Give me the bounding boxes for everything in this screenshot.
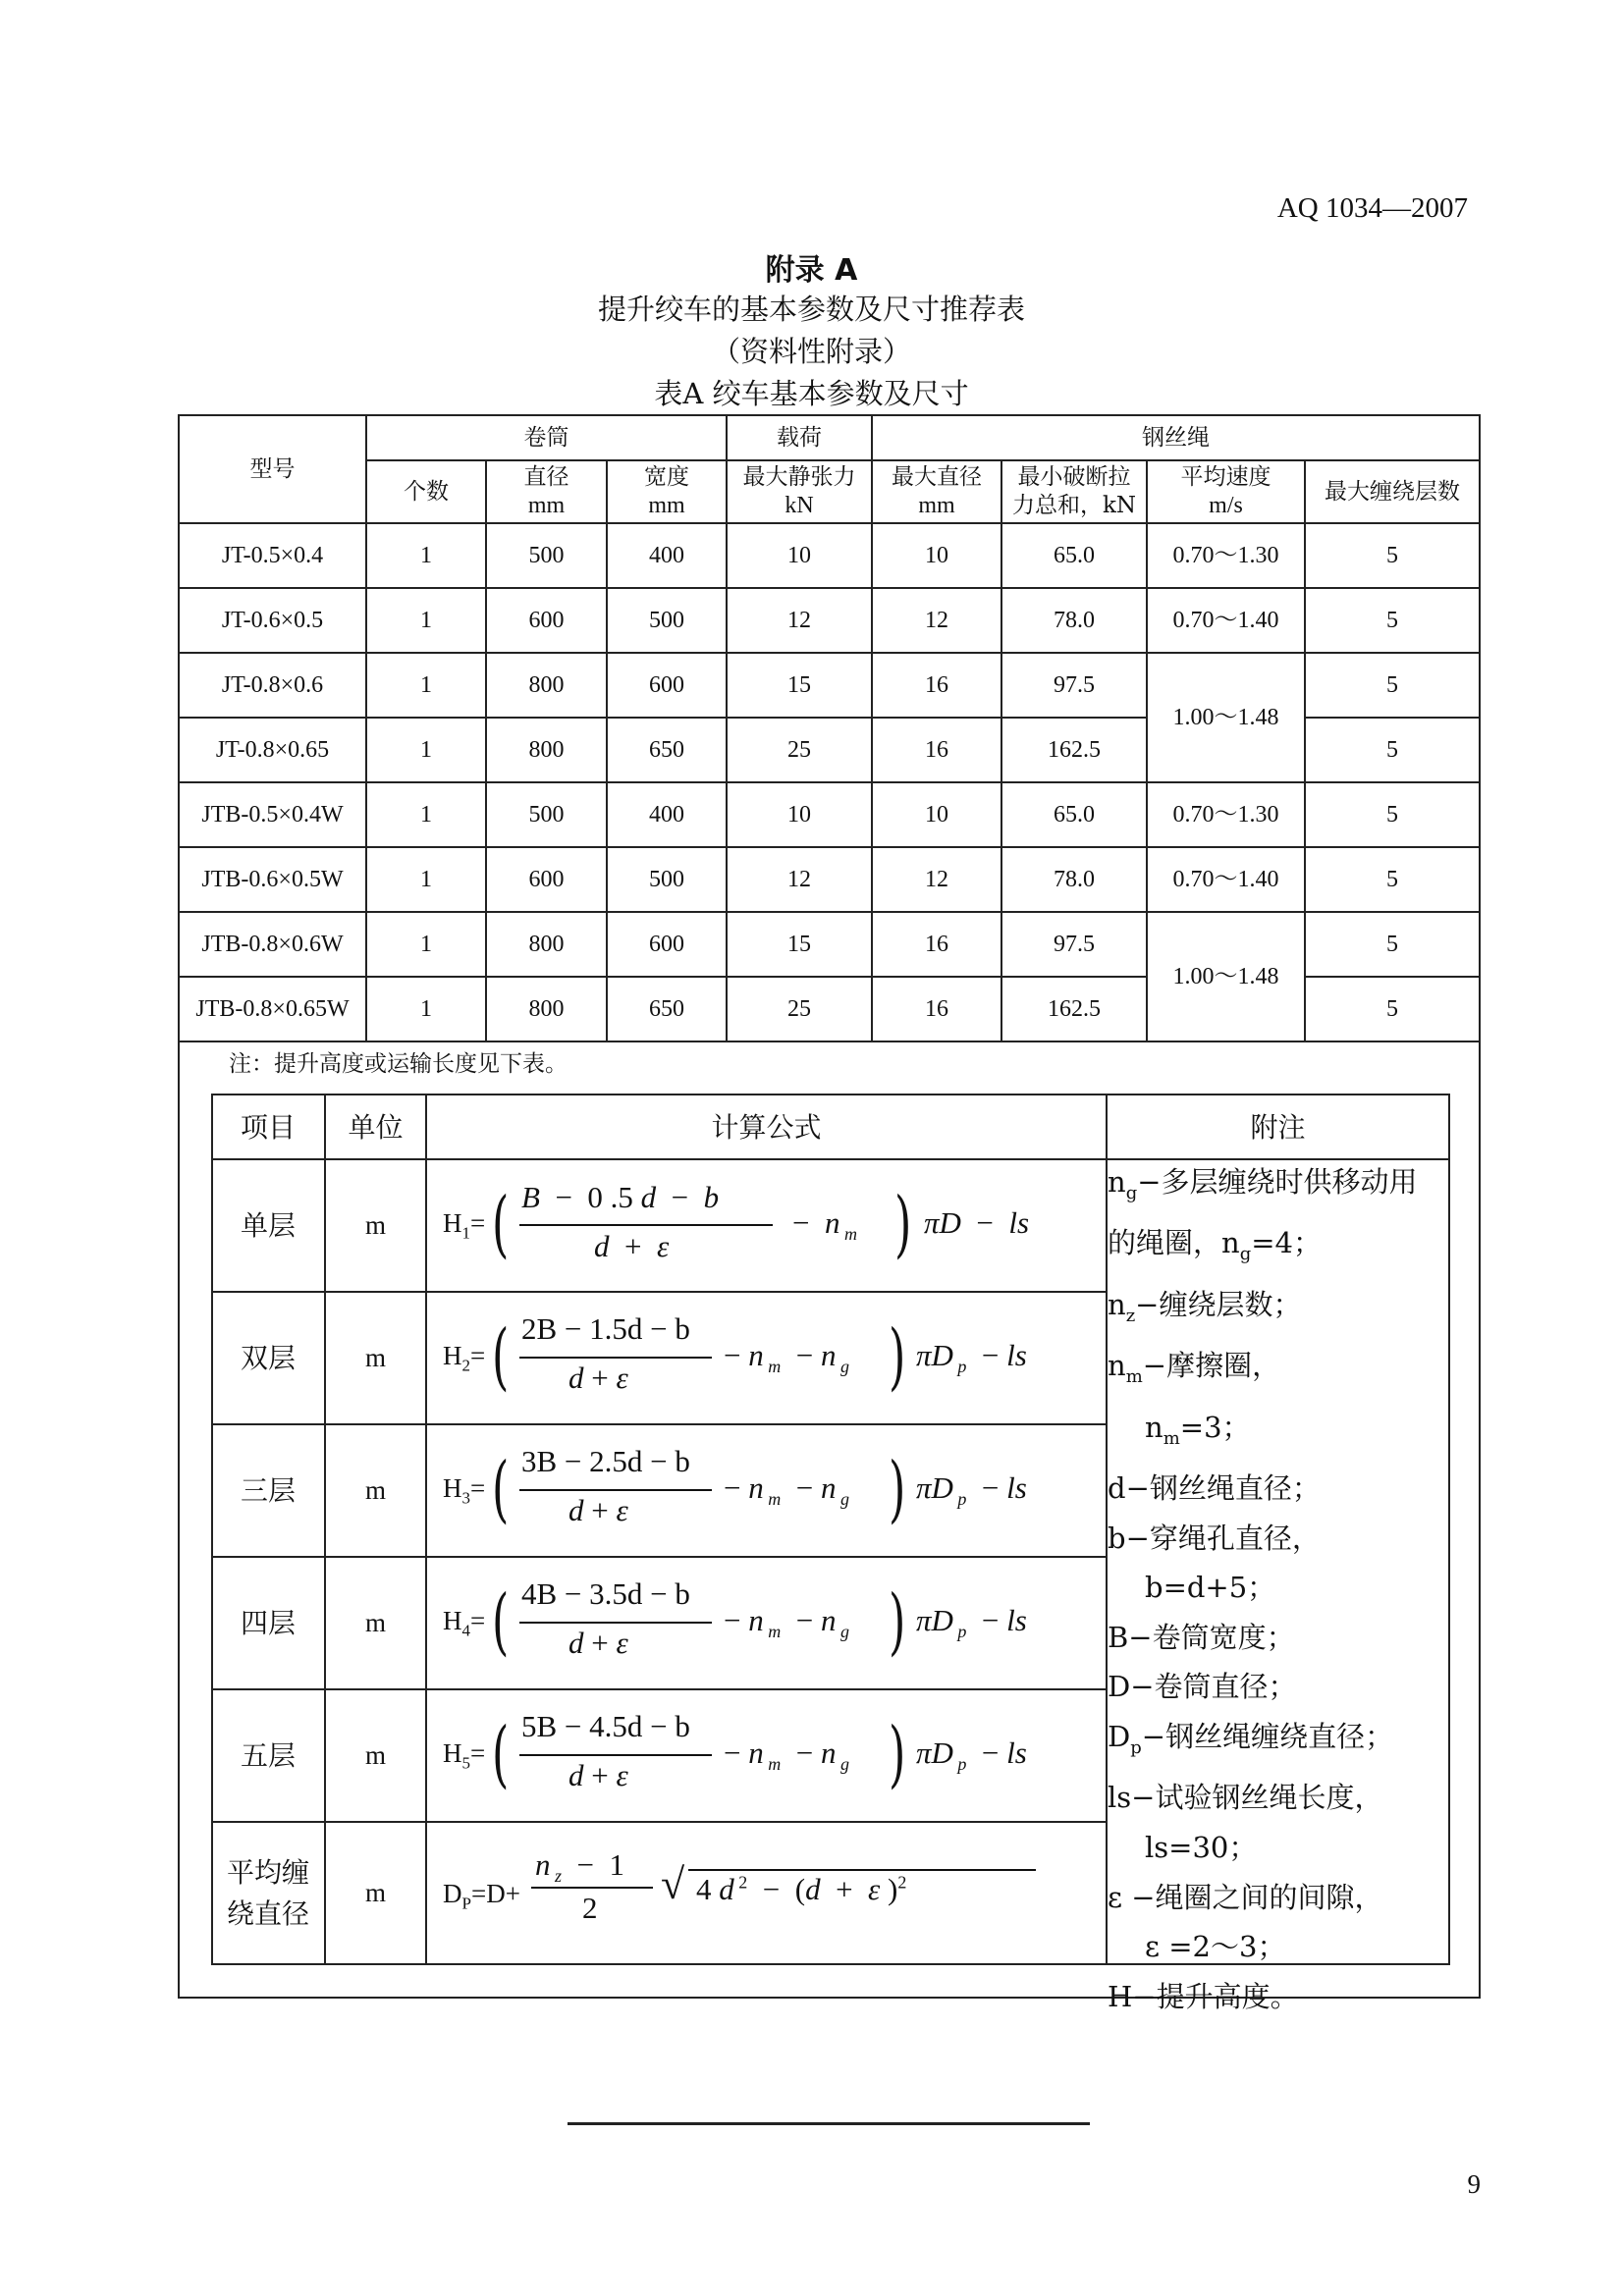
cell-diameter: 800 xyxy=(486,912,607,977)
cell-rope-diameter: 10 xyxy=(872,523,1001,588)
table-row xyxy=(179,782,1480,847)
cell-width: 400 xyxy=(607,523,727,588)
cell-model: JTB-0.5×0.4W xyxy=(179,782,366,847)
page-number: 9 xyxy=(1467,2169,1481,2199)
item-four-layer: 四层 xyxy=(240,1606,296,1639)
note-line: B−卷筒宽度； xyxy=(1108,1620,1295,1654)
table-row xyxy=(179,847,1480,912)
cell-layers: 5 xyxy=(1305,718,1480,782)
note-line: b−穿绳孔直径， xyxy=(1108,1521,1321,1555)
unit-cell: m xyxy=(364,1210,386,1240)
cell-tension: 10 xyxy=(727,782,872,847)
header-drum: 卷筒 xyxy=(366,415,727,460)
note-line: $n_m=3$； xyxy=(1145,1410,1251,1449)
cell-tension: 25 xyxy=(727,718,872,782)
item-single-layer: 单层 xyxy=(240,1208,296,1242)
cell-breaking-force: 65.0 xyxy=(1001,782,1147,847)
cell-model: JT-0.6×0.5 xyxy=(179,588,366,653)
cell-tension: 25 xyxy=(727,977,872,1041)
table-row xyxy=(179,588,1480,653)
cell-breaking-force: 78.0 xyxy=(1001,588,1147,653)
cell-count: 1 xyxy=(366,588,486,653)
cell-diameter: 600 xyxy=(486,588,607,653)
cell-diameter: 800 xyxy=(486,653,607,718)
header-model: 型号 xyxy=(179,415,366,523)
note-line: $n_m-$摩擦圈， xyxy=(1108,1349,1281,1387)
header-count: 个数 xyxy=(366,460,486,523)
cell-breaking-force: 162.5 xyxy=(1001,977,1147,1041)
cell-width: 600 xyxy=(607,912,727,977)
header-item: 项目 xyxy=(240,1111,296,1144)
cell-width: 400 xyxy=(607,782,727,847)
cell-count: 1 xyxy=(366,718,486,782)
cell-width: 500 xyxy=(607,847,727,912)
cell-tension: 15 xyxy=(727,653,872,718)
cell-speed: 0.70～1.30 xyxy=(1147,782,1305,847)
cell-diameter: 500 xyxy=(486,782,607,847)
cell-rope-diameter: 16 xyxy=(872,718,1001,782)
header-min-breaking-force: 最小破断拉 力总和，kN xyxy=(1001,460,1147,523)
unit-cell: m xyxy=(364,1740,386,1770)
cell-rope-diameter: 16 xyxy=(872,653,1001,718)
header-max-rope-diameter: 最大直径 mm xyxy=(872,460,1001,523)
cell-breaking-force: 162.5 xyxy=(1001,718,1147,782)
cell-rope-diameter: 16 xyxy=(872,912,1001,977)
note-line: ε =2～3； xyxy=(1145,1930,1286,1964)
cell-layers: 5 xyxy=(1305,847,1480,912)
item-double-layer: 双层 xyxy=(240,1341,296,1374)
cell-speed: 0.70～1.40 xyxy=(1147,588,1305,653)
header-notes: 附注 xyxy=(1250,1111,1306,1144)
cell-count: 1 xyxy=(366,847,486,912)
cell-layers: 5 xyxy=(1305,523,1480,588)
item-triple-layer: 三层 xyxy=(240,1473,296,1507)
header-formula: 计算公式 xyxy=(711,1111,822,1144)
header-rope: 钢丝绳 xyxy=(872,415,1480,460)
cell-diameter: 800 xyxy=(486,718,607,782)
footer-rule xyxy=(568,2122,1090,2125)
cell-tension: 10 xyxy=(727,523,872,588)
table-row xyxy=(179,523,1480,588)
header-unit: 单位 xyxy=(348,1111,404,1144)
header-width: 宽度 mm xyxy=(607,460,727,523)
cell-diameter: 800 xyxy=(486,977,607,1041)
note-line: $n_z-$缠绕层数； xyxy=(1108,1287,1302,1326)
cell-count: 1 xyxy=(366,653,486,718)
unit-cell: m xyxy=(364,1878,386,1907)
note-line: 的绳圈，$n_g=4$； xyxy=(1108,1226,1322,1265)
item-average-diameter: 平均缠 绕直径 xyxy=(226,1855,309,1930)
unit-cell: m xyxy=(364,1475,386,1505)
cell-model: JT-0.8×0.65 xyxy=(179,718,366,782)
note-line: ls−试验钢丝绳长度， xyxy=(1108,1781,1383,1815)
cell-tension: 15 xyxy=(727,912,872,977)
cell-breaking-force: 78.0 xyxy=(1001,847,1147,912)
cell-breaking-force: 65.0 xyxy=(1001,523,1147,588)
cell-model: JTB-0.8×0.6W xyxy=(179,912,366,977)
cell-width: 600 xyxy=(607,653,727,718)
note-line: ls=30； xyxy=(1145,1830,1258,1864)
cell-speed: 1.00～1.48 xyxy=(1147,912,1305,1041)
cell-width: 650 xyxy=(607,718,727,782)
cell-model: JTB-0.6×0.5W xyxy=(179,847,366,912)
note-line: b=d+5； xyxy=(1145,1571,1276,1605)
header-avg-speed: 平均速度 m/s xyxy=(1147,460,1305,523)
appendix-title: 提升绞车的基本参数及尺寸推荐表 xyxy=(597,293,1025,326)
cell-tension: 12 xyxy=(727,847,872,912)
formula-table: 项目 单位 计算公式 附注 单层 m 双层 m 三层 m 四层 m 五层 m 平均缠 绕直径 m $H_1=$ ( B − 0 .5 d − b d + ε − n $_m$ ) πD − ls $H_2=$ ( 2B − 1.5d − b d + ε − n $_m$ − n $_g$ ) πD $_p$ − ls $H_3=$ ( 3B − 2.5d − b d + ε − n $_m$ − n $_g$ ) πD $_p$ − ls $H_4=$ ( 4B − 3.5d − b d + ε − n $_m$ − n $_g$ ) πD $_p$ − ls $H_5=$ ( 5B − 4.5d − b d + ε − n $_m$ − n $_g$ ) πD $_p$ − ls $D_P=D+$ n $_z$ − 1 2 √ 4 d $^2$ − (d + ε )$^2$ xyxy=(211,1094,1450,1965)
cell-layers: 5 xyxy=(1305,588,1480,653)
cell-speed: 0.70～1.40 xyxy=(1147,847,1305,912)
appendix-subtitle: （资料性附录） xyxy=(711,335,911,368)
cell-count: 1 xyxy=(366,977,486,1041)
cell-width: 500 xyxy=(607,588,727,653)
unit-cell: m xyxy=(364,1608,386,1637)
cell-diameter: 500 xyxy=(486,523,607,588)
note-line: d−钢丝绳直径； xyxy=(1108,1470,1321,1505)
cell-layers: 5 xyxy=(1305,912,1480,977)
note-line: H−提升高度。 xyxy=(1108,1979,1299,2013)
header-load: 载荷 xyxy=(727,415,872,460)
cell-count: 1 xyxy=(366,912,486,977)
header-diameter: 直径 mm xyxy=(486,460,607,523)
cell-count: 1 xyxy=(366,782,486,847)
cell-rope-diameter: 10 xyxy=(872,782,1001,847)
cell-layers: 5 xyxy=(1305,977,1480,1041)
table-row xyxy=(179,653,1480,718)
cell-rope-diameter: 16 xyxy=(872,977,1001,1041)
cell-model: JT-0.5×0.4 xyxy=(179,523,366,588)
header-max-static-tension: 最大静张力 kN xyxy=(727,460,872,523)
item-five-layer: 五层 xyxy=(240,1738,296,1772)
unit-cell: m xyxy=(364,1343,386,1372)
note-line: ε −绳圈之间的间隙， xyxy=(1108,1880,1383,1914)
cell-count: 1 xyxy=(366,523,486,588)
cell-rope-diameter: 12 xyxy=(872,847,1001,912)
note-line: $D_p-$钢丝绳缠绕直径； xyxy=(1108,1719,1394,1758)
cell-diameter: 600 xyxy=(486,847,607,912)
symbol-notes xyxy=(1108,1157,1441,2021)
cell-layers: 5 xyxy=(1305,782,1480,847)
table-caption: 表A 绞车基本参数及尺寸 xyxy=(654,377,969,410)
cell-width: 650 xyxy=(607,977,727,1041)
header-max-layers: 最大缠绕层数 xyxy=(1305,460,1480,523)
note-line: D−卷筒直径； xyxy=(1108,1670,1297,1704)
standard-code: AQ 1034—2007 xyxy=(1276,192,1468,224)
cell-breaking-force: 97.5 xyxy=(1001,912,1147,977)
cell-model: JT-0.8×0.6 xyxy=(179,653,366,718)
cell-breaking-force: 97.5 xyxy=(1001,653,1147,718)
cell-speed: 0.70～1.30 xyxy=(1147,523,1305,588)
table-row xyxy=(179,912,1480,977)
table-note: 注：提升高度或运输长度见下表。 xyxy=(229,1051,568,1077)
cell-model: JTB-0.8×0.65W xyxy=(179,977,366,1041)
note-line: $n_g-$多层缠绕时供移动用 xyxy=(1108,1165,1418,1203)
cell-layers: 5 xyxy=(1305,653,1480,718)
cell-tension: 12 xyxy=(727,588,872,653)
appendix-label: 附录 A xyxy=(765,253,858,288)
cell-rope-diameter: 12 xyxy=(872,588,1001,653)
cell-speed: 1.00～1.48 xyxy=(1147,653,1305,782)
